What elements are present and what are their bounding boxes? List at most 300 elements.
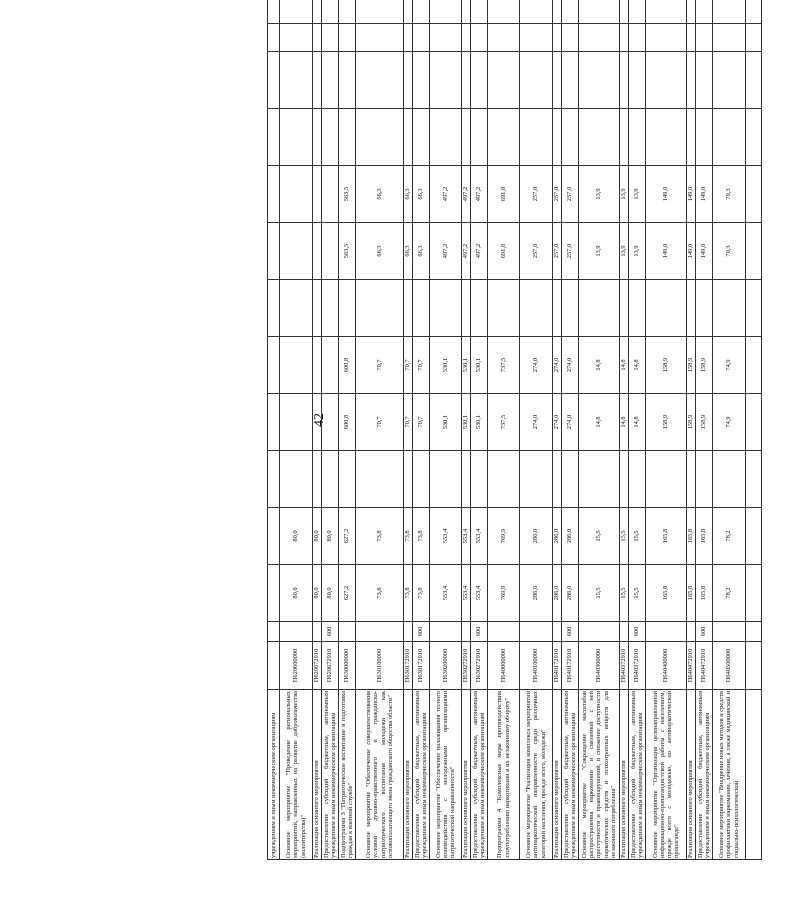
row-value-cell: 13,9: [579, 166, 620, 223]
row-value-cell: 165,8: [646, 565, 687, 622]
row-value-cell: [280, 52, 313, 109]
row-vr-cell: 600: [629, 622, 646, 642]
row-value-cell: 73,8: [356, 508, 404, 565]
row-value-cell: [322, 109, 339, 166]
row-value-cell: [553, 52, 562, 109]
row-value-cell: [629, 52, 646, 109]
row-value-cell: 66,3: [413, 166, 430, 223]
row-value-cell: [696, 109, 713, 166]
row-value-cell: 14,8: [620, 337, 629, 394]
row-value-cell: [356, 109, 404, 166]
row-value-cell: 257,0: [562, 166, 579, 223]
row-value-cell: [413, 451, 430, 508]
row-value-cell: 14,8: [629, 337, 646, 394]
row-value-cell: [462, 24, 471, 52]
empty-cell: [746, 52, 762, 109]
row-value-cell: [322, 24, 339, 52]
table-row: [553, 0, 562, 860]
row-code-cell: П630272910: [462, 642, 471, 690]
page-number: 42: [312, 413, 327, 427]
row-value-cell: [687, 280, 696, 337]
row-code-cell: П640400000: [646, 642, 687, 690]
row-value-cell: 286,0: [520, 508, 553, 565]
row-value-cell: 73,8: [413, 565, 430, 622]
row-value-cell: 15,5: [620, 565, 629, 622]
row-value-cell: [280, 24, 313, 52]
row-name-cell: Реализация основного мероприятия: [687, 690, 696, 860]
row-value-cell: [339, 24, 356, 52]
row-value-cell: [696, 52, 713, 109]
row-value-cell: [430, 24, 462, 52]
row-code-cell: П620672910: [322, 642, 339, 690]
row-value-cell: 70,7: [356, 337, 404, 394]
row-value-cell: 13,9: [629, 166, 646, 223]
row-value-cell: 66,3: [356, 223, 404, 280]
budget-table: [267, 0, 762, 860]
row-value-cell: [280, 109, 313, 166]
row-name-cell: Предоставление субсидий бюджетным, автономным учреждениям и иным некоммерческим организациям: [562, 691, 577, 858]
row-value-cell: [322, 451, 339, 508]
row-code-cell: П640100000: [520, 642, 553, 690]
row-value-cell: 553,4: [430, 565, 462, 622]
row-value-cell: 70,7: [356, 394, 404, 451]
row-value-cell: 149,0: [687, 166, 696, 223]
row-value-cell: [687, 24, 696, 52]
row-value-cell: [520, 52, 553, 109]
row-vr-cell: [579, 622, 620, 642]
row-value-cell: [322, 337, 339, 394]
row-value-cell: [356, 0, 404, 24]
row-value-cell: 769,9: [488, 508, 520, 565]
row-value-cell: [687, 451, 696, 508]
row-value-cell: 530,1: [462, 394, 471, 451]
row-value-cell: [646, 451, 687, 508]
row-value-cell: [313, 24, 322, 52]
row-value-cell: [339, 52, 356, 109]
table-row: [646, 0, 687, 860]
row-value-cell: [620, 109, 629, 166]
row-value-cell: 286,0: [562, 508, 579, 565]
table-row: [356, 0, 404, 860]
row-value-cell: 257,0: [562, 223, 579, 280]
row-code-cell: П640300000: [579, 642, 620, 690]
row-value-cell: [488, 0, 520, 24]
row-name-cell: Предоставление субсидий бюджетным, автономным учреждениям и иным некоммерческим организациям: [413, 691, 428, 858]
row-value-cell: 70,7: [413, 394, 430, 451]
row-value-cell: 497,2: [471, 166, 488, 223]
row-value-cell: [629, 24, 646, 52]
row-value-cell: [413, 280, 430, 337]
row-vr-cell: [520, 622, 553, 642]
row-value-cell: 530,1: [430, 394, 462, 451]
row-vr-cell: [687, 622, 696, 642]
row-value-cell: [268, 394, 280, 451]
row-value-cell: 70,3: [713, 223, 746, 280]
row-value-cell: [430, 52, 462, 109]
row-value-cell: 80,0: [322, 565, 339, 622]
row-value-cell: 257,0: [520, 223, 553, 280]
row-code-cell: П630100000: [356, 642, 404, 690]
row-value-cell: 274,0: [553, 394, 562, 451]
row-value-cell: 73,8: [413, 508, 430, 565]
row-name-cell: Предоставление субсидий бюджетным, автономным учреждениям и иным некоммерческим организациям: [696, 691, 711, 858]
row-value-cell: [696, 451, 713, 508]
row-name-cell: Реализация основного мероприятия: [553, 690, 562, 860]
row-value-cell: 149,0: [696, 166, 713, 223]
row-value-cell: [280, 451, 313, 508]
row-value-cell: 286,0: [562, 565, 579, 622]
row-value-cell: [520, 451, 553, 508]
row-value-cell: [462, 451, 471, 508]
row-value-cell: [268, 223, 280, 280]
row-code-cell: П620672910: [313, 642, 322, 690]
row-name-cell: Предоставление субсидий бюджетным, автономным учреждениям и иным некоммерческим организациям: [322, 691, 337, 858]
row-value-cell: [713, 451, 746, 508]
rotated-table-container: [267, 10, 801, 860]
empty-cell: [746, 166, 762, 223]
row-value-cell: 563,5: [339, 223, 356, 280]
row-vr-cell: [462, 622, 471, 642]
row-value-cell: [646, 52, 687, 109]
row-vr-cell: [280, 622, 313, 642]
row-value-cell: 553,4: [430, 508, 462, 565]
row-value-cell: 274,0: [562, 394, 579, 451]
row-value-cell: [646, 24, 687, 52]
row-value-cell: [562, 280, 579, 337]
row-value-cell: [687, 52, 696, 109]
row-value-cell: [696, 280, 713, 337]
empty-cell: [746, 0, 762, 24]
empty-cell: [746, 223, 762, 280]
row-value-cell: [280, 166, 313, 223]
table-row: [520, 0, 553, 860]
row-code-cell: [268, 642, 280, 690]
row-vr-cell: [646, 622, 687, 642]
table-row: [620, 0, 629, 860]
row-code-cell: П630272910: [471, 642, 488, 690]
table-row: [562, 0, 579, 860]
row-value-cell: [488, 24, 520, 52]
row-value-cell: [268, 337, 280, 394]
row-value-cell: [322, 223, 339, 280]
row-value-cell: 737,5: [488, 337, 520, 394]
row-name-cell: Основное мероприятие "Внедрение новых методов и средств профилактики наркомании, лечения, а также медицинской и социально-психологической: [713, 690, 746, 860]
empty-cell: [746, 565, 762, 622]
row-value-cell: [471, 451, 488, 508]
table-row-empty: [746, 0, 762, 860]
table-row: [713, 0, 746, 860]
row-value-cell: 274,0: [520, 394, 553, 451]
row-value-cell: 497,2: [462, 223, 471, 280]
table-row: [579, 0, 620, 860]
row-value-cell: 13,9: [620, 223, 629, 280]
row-value-cell: [562, 109, 579, 166]
row-value-cell: 691,8: [488, 223, 520, 280]
row-value-cell: [471, 280, 488, 337]
row-value-cell: [471, 0, 488, 24]
row-value-cell: [562, 52, 579, 109]
row-value-cell: 158,9: [687, 337, 696, 394]
row-value-cell: [553, 0, 562, 24]
row-value-cell: 553,4: [471, 565, 488, 622]
row-value-cell: 80,0: [280, 508, 313, 565]
row-value-cell: 600,8: [339, 394, 356, 451]
row-code-cell: П630172910: [404, 642, 413, 690]
row-value-cell: [579, 52, 620, 109]
row-value-cell: 158,9: [696, 394, 713, 451]
row-value-cell: 66,3: [413, 223, 430, 280]
row-value-cell: [553, 109, 562, 166]
row-value-cell: [268, 109, 280, 166]
row-value-cell: 158,9: [646, 394, 687, 451]
row-vr-cell: [430, 622, 462, 642]
row-value-cell: 158,9: [646, 337, 687, 394]
row-value-cell: [520, 109, 553, 166]
row-value-cell: [696, 24, 713, 52]
row-value-cell: [687, 109, 696, 166]
table-row: [280, 0, 313, 860]
row-value-cell: [713, 109, 746, 166]
empty-cell: [746, 622, 762, 642]
row-value-cell: [462, 0, 471, 24]
row-name-cell: Предоставление субсидий бюджетным, автономным учреждениям и иным некоммерческим организациям: [471, 691, 486, 858]
row-value-cell: 165,8: [687, 565, 696, 622]
table-row: [413, 0, 430, 860]
row-value-cell: [553, 451, 562, 508]
row-vr-cell: [313, 622, 322, 642]
row-value-cell: [313, 280, 322, 337]
row-value-cell: [579, 280, 620, 337]
row-value-cell: 158,9: [696, 337, 713, 394]
row-value-cell: 15,5: [579, 565, 620, 622]
row-code-cell: П640172910: [562, 642, 579, 690]
row-value-cell: 78,2: [713, 508, 746, 565]
row-value-cell: [339, 451, 356, 508]
empty-cell: [746, 109, 762, 166]
row-value-cell: 74,9: [713, 394, 746, 451]
row-value-cell: [322, 394, 339, 451]
row-value-cell: 80,0: [313, 565, 322, 622]
row-value-cell: [471, 24, 488, 52]
row-value-cell: 257,0: [553, 166, 562, 223]
row-value-cell: 627,2: [339, 508, 356, 565]
row-value-cell: 80,0: [280, 565, 313, 622]
row-value-cell: [356, 24, 404, 52]
row-value-cell: 149,0: [696, 223, 713, 280]
row-value-cell: 70,7: [413, 337, 430, 394]
row-value-cell: 73,8: [356, 565, 404, 622]
row-value-cell: 553,4: [462, 508, 471, 565]
row-code-cell: П640500000: [713, 642, 746, 690]
row-code-cell: П630200000: [430, 642, 462, 690]
row-code-cell: П640472910: [687, 642, 696, 690]
row-value-cell: 15,5: [629, 565, 646, 622]
row-name-cell: Основное мероприятие "Проведение региональных мероприятий, направленных на развитие добровольчества (волонтерства)": [280, 690, 313, 860]
row-value-cell: [404, 109, 413, 166]
row-value-cell: [629, 280, 646, 337]
row-name-cell: Реализация основного мероприятия: [313, 690, 322, 860]
row-value-cell: 80,0: [322, 508, 339, 565]
row-value-cell: 497,2: [462, 166, 471, 223]
row-value-cell: [629, 0, 646, 24]
row-value-cell: [430, 0, 462, 24]
row-value-cell: [579, 24, 620, 52]
row-value-cell: [488, 280, 520, 337]
row-value-cell: [579, 109, 620, 166]
row-value-cell: 165,8: [687, 508, 696, 565]
row-value-cell: [280, 0, 313, 24]
row-vr-cell: [356, 622, 404, 642]
row-value-cell: 13,9: [629, 223, 646, 280]
row-vr-cell: [713, 622, 746, 642]
row-value-cell: [356, 52, 404, 109]
table-row: [629, 0, 646, 860]
row-value-cell: [430, 109, 462, 166]
row-value-cell: 14,8: [620, 394, 629, 451]
row-code-cell: П640172910: [553, 642, 562, 690]
row-value-cell: 165,8: [696, 565, 713, 622]
row-vr-cell: [268, 622, 280, 642]
row-code-cell: П640000000: [488, 642, 520, 690]
row-value-cell: 257,0: [553, 223, 562, 280]
row-value-cell: [280, 280, 313, 337]
row-name-cell: Предоставление субсидий бюджетным, автономным учреждениям и иным некоммерческим организациям: [629, 691, 644, 858]
row-value-cell: 13,9: [579, 223, 620, 280]
row-vr-cell: 600: [413, 622, 430, 642]
row-vr-cell: [620, 622, 629, 642]
row-value-cell: 627,2: [339, 565, 356, 622]
table-row: [488, 0, 520, 860]
row-value-cell: [430, 280, 462, 337]
row-value-cell: 70,7: [404, 337, 413, 394]
empty-cell: [746, 337, 762, 394]
row-value-cell: [280, 394, 313, 451]
row-code-cell: П620600000: [280, 642, 313, 690]
row-value-cell: [268, 0, 280, 24]
row-value-cell: 600,8: [339, 337, 356, 394]
row-value-cell: [313, 109, 322, 166]
row-vr-cell: 600: [562, 622, 579, 642]
row-value-cell: [620, 52, 629, 109]
row-value-cell: 530,1: [471, 337, 488, 394]
row-vr-cell: 600: [322, 622, 339, 642]
row-value-cell: [413, 24, 430, 52]
row-value-cell: [322, 0, 339, 24]
row-value-cell: [620, 280, 629, 337]
row-value-cell: [322, 166, 339, 223]
row-value-cell: [313, 223, 322, 280]
row-name-cell: учреждениям и иным некоммерческим организациям: [268, 690, 280, 860]
row-value-cell: [620, 0, 629, 24]
row-value-cell: 78,2: [713, 565, 746, 622]
row-value-cell: 73,8: [404, 565, 413, 622]
table-row: [471, 0, 488, 860]
row-value-cell: [413, 109, 430, 166]
row-value-cell: 274,0: [520, 337, 553, 394]
row-value-cell: [313, 52, 322, 109]
row-value-cell: [268, 24, 280, 52]
row-value-cell: [268, 166, 280, 223]
row-value-cell: 13,9: [620, 166, 629, 223]
row-value-cell: [413, 0, 430, 24]
row-value-cell: [404, 0, 413, 24]
row-value-cell: [488, 451, 520, 508]
row-value-cell: [488, 52, 520, 109]
row-value-cell: 66,3: [404, 166, 413, 223]
row-value-cell: [553, 24, 562, 52]
row-name-cell: Подпрограмма 4 "Комплексные меры противодействия злоупотреблению наркотиками и их незаконному обороту": [488, 690, 520, 860]
row-name-cell: Реализация основного мероприятия: [404, 690, 413, 860]
row-value-cell: [696, 0, 713, 24]
row-name-cell: Основное мероприятие "Обеспечение совершенствования условий духовно-нравственного и гражданско-патриотического воспитания молодежи как основополагающего звена гражданского общества области": [356, 690, 404, 860]
row-value-cell: [313, 337, 322, 394]
row-value-cell: [462, 52, 471, 109]
row-value-cell: 286,0: [520, 565, 553, 622]
table-row: [696, 0, 713, 860]
row-value-cell: 15,5: [620, 508, 629, 565]
empty-cell: [746, 24, 762, 52]
row-value-cell: 165,8: [696, 508, 713, 565]
row-name-cell: Основное мероприятие "Обеспечение налаживания тесного взаимодействия с молодежными организациями патриотической направленности": [430, 690, 462, 860]
row-value-cell: 66,3: [356, 166, 404, 223]
row-value-cell: [471, 52, 488, 109]
row-value-cell: [488, 109, 520, 166]
row-value-cell: [404, 52, 413, 109]
table-row: [268, 0, 280, 860]
row-value-cell: [313, 451, 322, 508]
row-code-cell: П630000000: [339, 642, 356, 690]
row-value-cell: [280, 337, 313, 394]
row-value-cell: 691,8: [488, 166, 520, 223]
row-value-cell: [339, 109, 356, 166]
row-value-cell: 149,0: [687, 223, 696, 280]
table-row: [687, 0, 696, 860]
row-value-cell: 769,9: [488, 565, 520, 622]
row-value-cell: [579, 0, 620, 24]
row-value-cell: [646, 109, 687, 166]
row-value-cell: 274,0: [553, 337, 562, 394]
row-value-cell: 497,2: [430, 166, 462, 223]
row-value-cell: [562, 24, 579, 52]
row-name-cell: Реализация основного мероприятия: [462, 690, 471, 860]
row-code-cell: П640472910: [696, 642, 713, 690]
row-value-cell: 149,0: [646, 166, 687, 223]
row-value-cell: [520, 24, 553, 52]
row-value-cell: 497,2: [430, 223, 462, 280]
row-value-cell: [471, 109, 488, 166]
row-value-cell: [313, 166, 322, 223]
row-value-cell: [322, 280, 339, 337]
row-value-cell: [430, 451, 462, 508]
row-value-cell: [646, 280, 687, 337]
row-value-cell: 553,4: [471, 508, 488, 565]
row-value-cell: [339, 280, 356, 337]
row-value-cell: 149,0: [646, 223, 687, 280]
row-value-cell: [268, 451, 280, 508]
table-row: [430, 0, 462, 860]
row-name-cell: Подпрограмма 3 "Патриотическое воспитание и подготовка граждан к военной службе": [339, 691, 354, 858]
row-name-cell: Основное мероприятие "Сокращение масштабов распространения наркомании и связанной с ней преступности и правонарушений, и снижение доступности наркотических средств и психотропных веществ для незаконного потребления": [579, 690, 620, 860]
row-value-cell: 80,0: [313, 508, 322, 565]
row-code-cell: П640372910: [629, 642, 646, 690]
row-value-cell: 70,7: [404, 394, 413, 451]
row-code-cell: П640372910: [620, 642, 629, 690]
row-value-cell: [268, 280, 280, 337]
row-value-cell: [268, 52, 280, 109]
row-value-cell: [404, 451, 413, 508]
row-value-cell: 14,8: [629, 394, 646, 451]
row-value-cell: [629, 451, 646, 508]
